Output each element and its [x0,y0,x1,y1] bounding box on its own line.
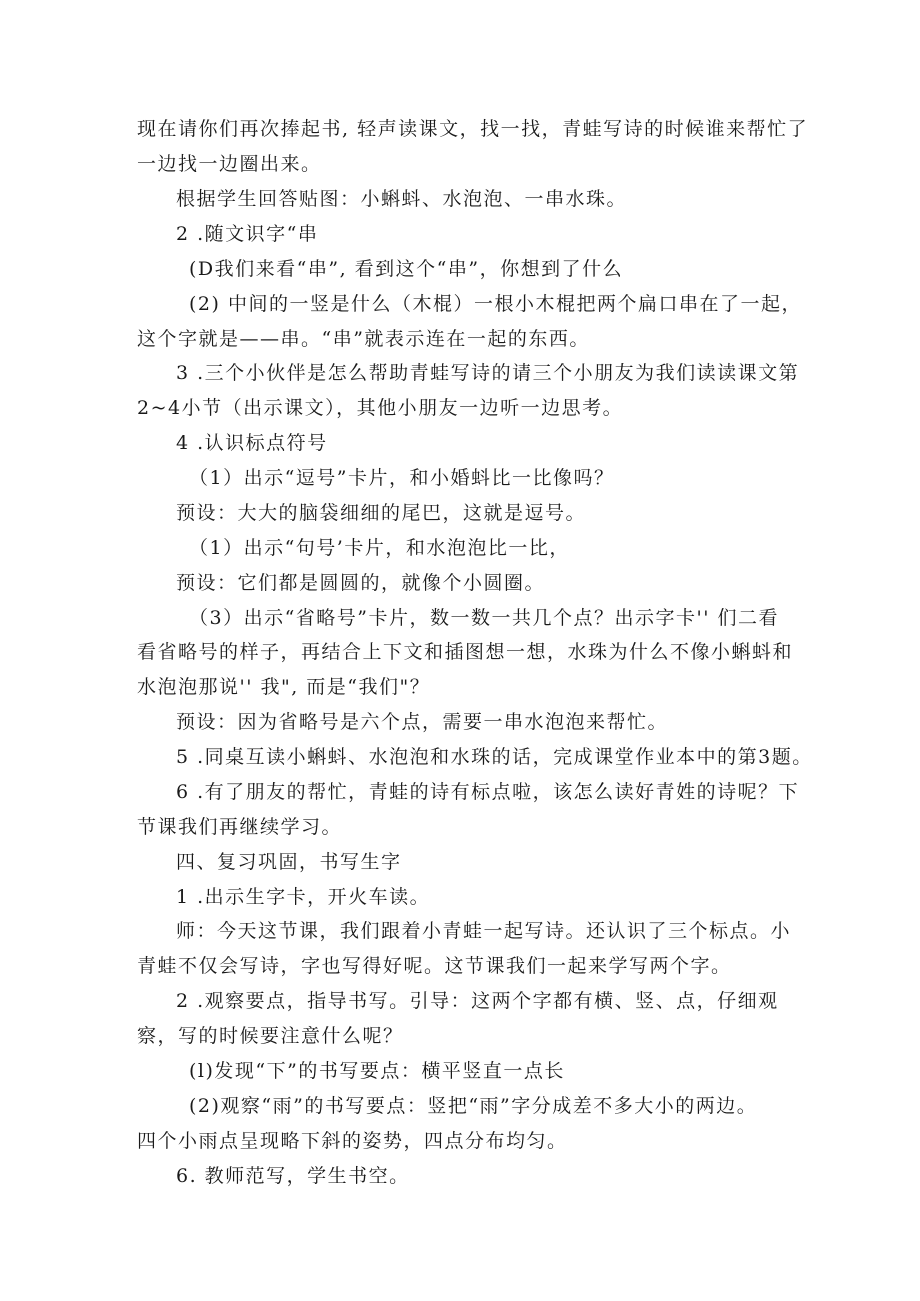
text-line-27: 察，写的时候要注意什么呢？ [137,1025,404,1047]
text-line-13: （1）出示“句号’卡片，和水泡泡比一比， [189,537,570,559]
text-line-15: （3）出示“省略号”卡片，数一数一共几个点？出示字卡'' 们二看 [189,607,780,629]
text-line-1: 现在请你们再次捧起书, 轻声读课文，找一找，青蛙写诗的时候谁来帮忙了 [137,118,809,140]
text-line-12: 预设：大大的脑袋细细的尾巴，这就是逗号。 [176,502,587,524]
text-line-16: 看省略号的样子，再结合上下文和插图想一想，水珠为什么不像小蝌蚪和 [137,641,794,663]
text-line-26: 2 .观察要点，指导书写。引导：这两个字都有横、竖、点，仔细观 [176,990,779,1012]
text-line-17: 水泡泡那说'' 我", 而是“我们"？ [137,676,431,698]
text-line-19: 5 .同桌互读小蝌蚪、水泡泡和水珠的话，完成课堂作业本中的第3题。 [176,746,813,768]
text-line-30: 四个小雨点呈现略下斜的姿势，四点分布均匀。 [137,1130,568,1152]
text-line-9: 2~4小节（出示课文），其他小朋友一边听一边思考。 [137,397,624,419]
text-line-20: 6 .有了朋友的帮忙，青蛙的诗有标点啦，该怎么读好青姓的诗呢？下 [176,781,800,803]
text-line-4: 2 .随文识字“串 [176,223,319,245]
text-line-24: 师：今天这节课，我们跟着小青蛙一起写诗。还认识了三个标点。小 [176,920,792,942]
text-line-10: 4 .认识标点符号 [176,432,328,454]
text-line-25: 青蛙不仅会写诗，字也写得好呢。这节课我们一起来学写两个字。 [137,955,732,977]
text-line-5: (D我们来看“串”, 看到这个“串”，你想到了什么 [189,258,624,280]
text-line-2: 一边找一边圈出来。 [137,153,322,175]
text-line-3: 根据学生回答贴图：小蝌蚪、水泡泡、一串水珠。 [176,188,628,210]
text-line-8: 3 .三个小伙伴是怎么帮助青蛙写诗的请三个小朋友为我们读读课文第 [176,362,800,384]
text-line-18: 预设：因为省略号是六个点，需要一串水泡泡来帮忙。 [176,711,669,733]
text-line-11: （1）出示“逗号”卡片，和小婚蚪比一比像吗？ [189,467,615,489]
text-line-31: 6. 教师范写，学生书空。 [176,1165,410,1187]
text-line-7: 这个字就是——串。“串”就表示连在一起的东西。 [137,328,590,350]
text-line-23: 1 .出示生字卡，开火车读。 [176,886,431,908]
text-line-6: (2) 中间的一竖是什么（木棍）一根小木棍把两个扁口串在了一起， [189,293,802,315]
text-line-29: (2)观察“雨”的书写要点：竖把“雨”字分成差不多大小的两边。 [189,1095,758,1117]
text-line-22: 四、复习巩固，书写生字 [176,851,402,873]
text-line-14: 预设：它们都是圆圆的，就像个小圆圈。 [176,572,546,594]
text-line-21: 节课我们再继续学习。 [137,816,343,838]
text-line-28: (l)发现“下”的书写要点：横平竖直一点长 [189,1060,565,1082]
